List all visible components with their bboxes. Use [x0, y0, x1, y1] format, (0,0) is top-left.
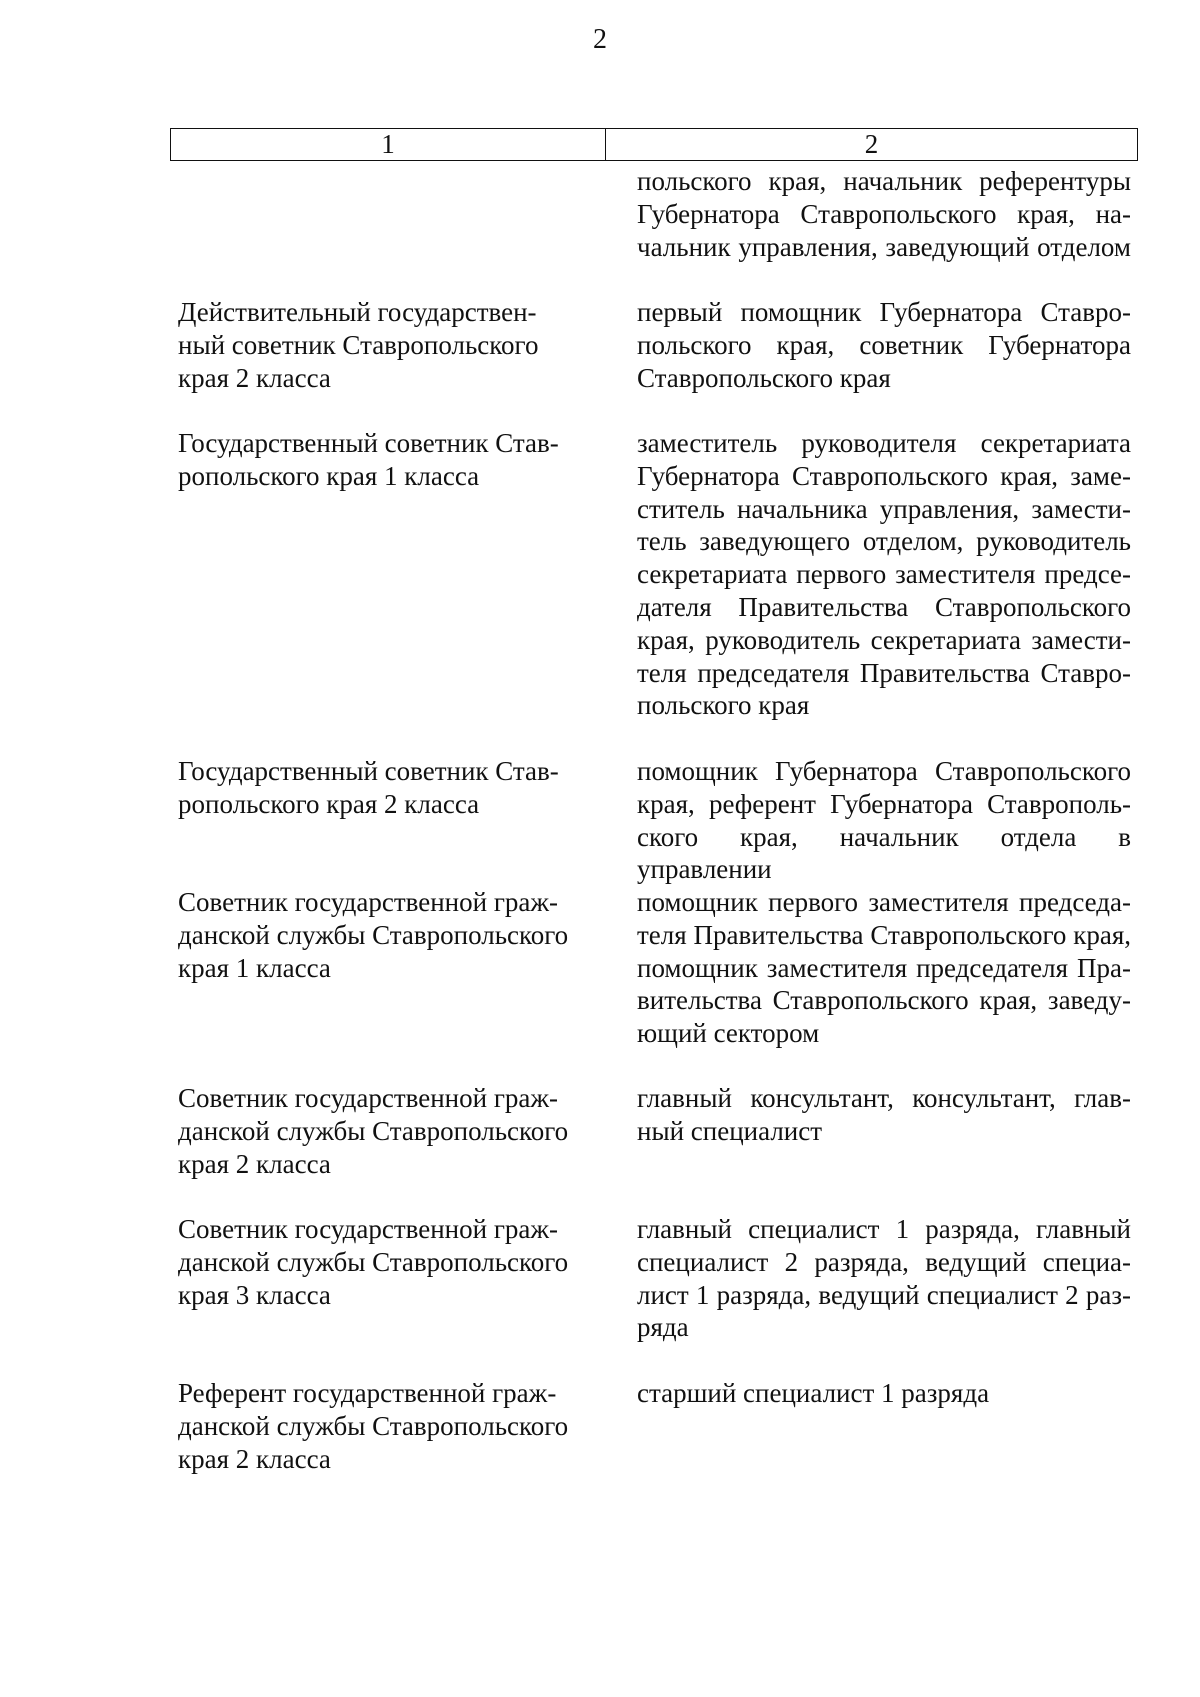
positions-cell [637, 427, 1131, 722]
rank-cell [178, 296, 600, 394]
position-line: ряда [637, 1312, 689, 1343]
rank-cell [178, 1082, 600, 1180]
position-line: заместитель руководителя секретариата [637, 428, 1131, 458]
position-line: теля председателя Правительства Ставро- [637, 657, 1131, 688]
positions-cell [637, 1213, 1131, 1344]
positions-cell [637, 1082, 1131, 1180]
rank-line: ный советник Ставропольского [178, 329, 539, 360]
position-line: чальник управления, заведующий отделом [637, 231, 1131, 262]
position-line: края, референт Губернатора Ставрополь- [637, 788, 1131, 819]
position-line: помощник первого заместителя председа- [637, 887, 1131, 917]
position-line: ный специалист [637, 1115, 823, 1146]
page-number: 2 [593, 24, 607, 55]
position-line: дателя Правительства Ставропольского [637, 591, 1131, 622]
rank-line: данской службы Ставропольского [178, 919, 569, 950]
position-line: вительства Ставропольского края, заведу- [637, 985, 1131, 1016]
position-line: тель заведующего отделом, руководитель [637, 526, 1131, 557]
position-line: ющий сектором [637, 1018, 820, 1049]
position-line: помощник Губернатора Ставропольского [637, 756, 1131, 786]
table-row [178, 755, 1131, 886]
positions-cell [637, 1377, 1131, 1475]
position-line: секретариата первого заместителя предсе- [637, 559, 1131, 590]
position-line: Ставропольского края [637, 362, 891, 393]
rank-line: Советник государственной граж- [178, 1083, 559, 1113]
position-line: польского края [637, 690, 810, 721]
position-line: старший специалист 1 разряда [637, 1378, 990, 1408]
rank-line: края 1 класса [178, 952, 331, 983]
position-line: края, руководитель секретариата замести- [637, 624, 1131, 655]
table-row [178, 427, 1131, 722]
position-line: Губернатора Ставропольского края, на- [637, 198, 1131, 229]
positions-cell [637, 755, 1131, 886]
position-line: польского края, советник Губернатора [637, 329, 1131, 360]
rank-line: Государственный советник Став- [178, 756, 559, 786]
position-line: лист 1 разряда, ведущий специалист 2 раз- [637, 1279, 1131, 1310]
position-line: ститель начальника управления, замести- [637, 493, 1131, 524]
table-row [178, 165, 1131, 263]
rank-line: ропольского края 2 класса [178, 788, 480, 819]
position-line: главный специалист 1 разряда, главный [637, 1214, 1131, 1244]
table-row [178, 1377, 1131, 1475]
rank-line: Советник государственной граж- [178, 1214, 559, 1244]
rank-line: края 3 класса [178, 1279, 331, 1310]
table-header [170, 128, 1138, 161]
rank-line: ропольского края 1 класса [178, 460, 480, 491]
rank-cell [178, 755, 600, 886]
rank-line: края 2 класса [178, 1148, 331, 1179]
rank-line: края 2 класса [178, 1443, 331, 1474]
header-col-2: 2 [864, 129, 879, 159]
rank-line: данской службы Ставропольского [178, 1246, 569, 1277]
position-line: главный консультант, консультант, глав- [637, 1083, 1131, 1113]
rank-line: Действительный государствен- [178, 297, 537, 327]
positions-cell [637, 165, 1131, 263]
position-line: первый помощник Губернатора Ставро- [637, 297, 1131, 327]
table-row [178, 1213, 1131, 1344]
rank-cell [178, 886, 600, 1050]
rank-cell [178, 1377, 600, 1475]
position-line: теля Правительства Ставропольского края, [637, 919, 1131, 950]
rank-line: Государственный советник Став- [178, 428, 559, 458]
rank-line: Референт государственной граж- [178, 1378, 557, 1408]
positions-cell [637, 296, 1131, 394]
position-line: помощник заместителя председателя Пра- [637, 952, 1131, 983]
table-row [178, 1082, 1131, 1180]
rank-cell [178, 427, 600, 722]
header-col-1: 1 [171, 129, 606, 160]
table-row [178, 296, 1131, 394]
position-line: специалист 2 разряда, ведущий специа- [637, 1246, 1131, 1277]
rank-cell [178, 1213, 600, 1344]
position-line: ского края, начальник отдела в управлении [637, 821, 1131, 885]
position-line: Губернатора Ставропольского края, заме- [637, 460, 1131, 491]
positions-cell [637, 886, 1131, 1050]
rank-line: Советник государственной граж- [178, 887, 559, 917]
table-row [178, 886, 1131, 1050]
rank-line: данской службы Ставропольского [178, 1410, 569, 1441]
rank-cell [178, 165, 600, 263]
rank-line: данской службы Ставропольского [178, 1115, 569, 1146]
rank-line: края 2 класса [178, 362, 331, 393]
position-line: польского края, начальник референтуры [637, 166, 1131, 196]
